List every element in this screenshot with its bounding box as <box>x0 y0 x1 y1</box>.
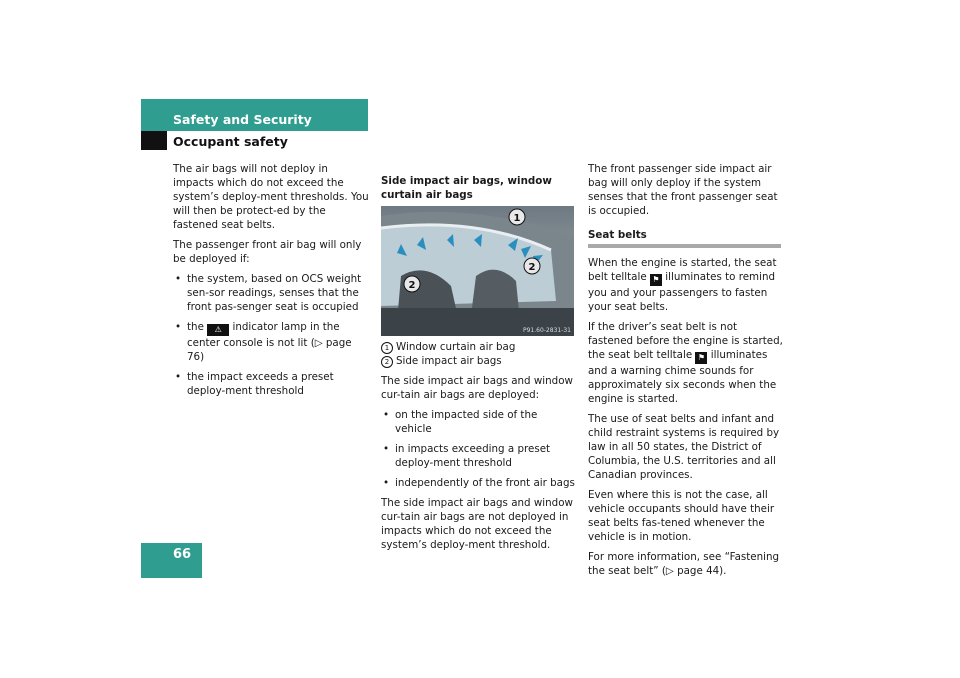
page-number-box <box>141 543 202 578</box>
column-3 <box>588 162 784 584</box>
callout-number-2: 2 <box>381 356 393 368</box>
column-2 <box>381 174 577 558</box>
paragraph: The front passenger side impact air bag will only deploy if the system senses that the front passenger seat is occupied. <box>588 163 778 217</box>
airbag-illustration-svg <box>381 206 574 336</box>
passenger-airbag-off-icon: ⚠ <box>207 324 229 336</box>
paragraph-text: illuminates and a warning chime sounds for approximately six seconds when the engine is started. <box>588 349 777 405</box>
callout-number-1: 1 <box>381 342 393 354</box>
list-item: • on the impacted side of the vehicle <box>381 408 577 436</box>
figure-code: P91.60-2831-31 <box>522 327 571 334</box>
paragraph: The side impact air bags and window cur-tain air bags are deployed: <box>381 375 573 401</box>
paragraph-text: When the engine is started, the seat belt telltale <box>588 257 777 283</box>
airbag-illustration <box>381 206 574 336</box>
caption-text: Side impact air bags <box>396 355 502 367</box>
paragraph <box>588 256 784 314</box>
callout-2b: 2 <box>408 280 416 291</box>
caption-2 <box>381 354 577 368</box>
seatbelt-telltale-icon: ⚑ <box>650 274 662 286</box>
paragraph-text: illuminates to remind you and your passengers to fasten your seat belts. <box>588 271 776 313</box>
list-item-text: indicator lamp in the center console is not lit (▷ page 76) <box>187 321 352 363</box>
paragraph: Even where this is not the case, all vehicle occupants should have their seat belts fas-tened whenever the vehicle is in motion. <box>588 489 775 543</box>
list-item: • independently of the front air bags <box>381 476 577 490</box>
subsection-title: Occupant safety <box>173 134 288 149</box>
page-number: 66 <box>173 547 192 562</box>
column-1 <box>173 162 369 404</box>
list-item: • in impacts exceeding a preset deploy-ment threshold <box>381 442 577 470</box>
paragraph: The use of seat belts and infant and child restraint systems is required by law in all 50 states, the District of Columbia, the U.S. territories and all Canadian provinces. <box>588 413 780 481</box>
list-item: • the system, based on OCS weight sen-sor readings, senses that the front pas-senger seat is occupied <box>173 272 369 314</box>
deploy-list <box>381 408 577 490</box>
list-item <box>173 320 369 364</box>
list-item-text: the <box>187 321 204 333</box>
paragraph <box>588 320 784 406</box>
list-item: • the impact exceeds a preset deploy-ment threshold <box>173 370 369 398</box>
header-marker <box>141 131 167 150</box>
seatbelt-telltale-icon: ⚑ <box>695 352 707 364</box>
subsection-heading: Side impact air bags, window curtain air bags <box>381 175 552 201</box>
paragraph-text: If the driver’s seat belt is not fastened before the engine is started, the seat belt telltale <box>588 321 783 361</box>
paragraph: For more information, see “Fastening the seat belt” (▷ page 44). <box>588 551 780 577</box>
seat-belts-heading: Seat belts <box>588 229 647 241</box>
paragraph: The air bags will not deploy in impacts which do not exceed the system’s deploy-ment thresholds. You will then be protect-ed by the fastened seat belts. <box>173 163 369 231</box>
section-title: Safety and Security <box>173 112 312 127</box>
callout-2a: 2 <box>528 262 536 273</box>
caption-1 <box>381 340 577 354</box>
paragraph: The passenger front air bag will only be deployed if: <box>173 239 362 265</box>
paragraph: The side impact air bags and window cur-tain air bags are not deployed in impacts which do not exceed the system’s deploy-ment threshold. <box>381 497 573 551</box>
condition-list <box>173 272 369 398</box>
caption-text: Window curtain air bag <box>396 341 516 353</box>
callout-1: 1 <box>513 213 521 224</box>
heading-rule <box>588 244 781 248</box>
